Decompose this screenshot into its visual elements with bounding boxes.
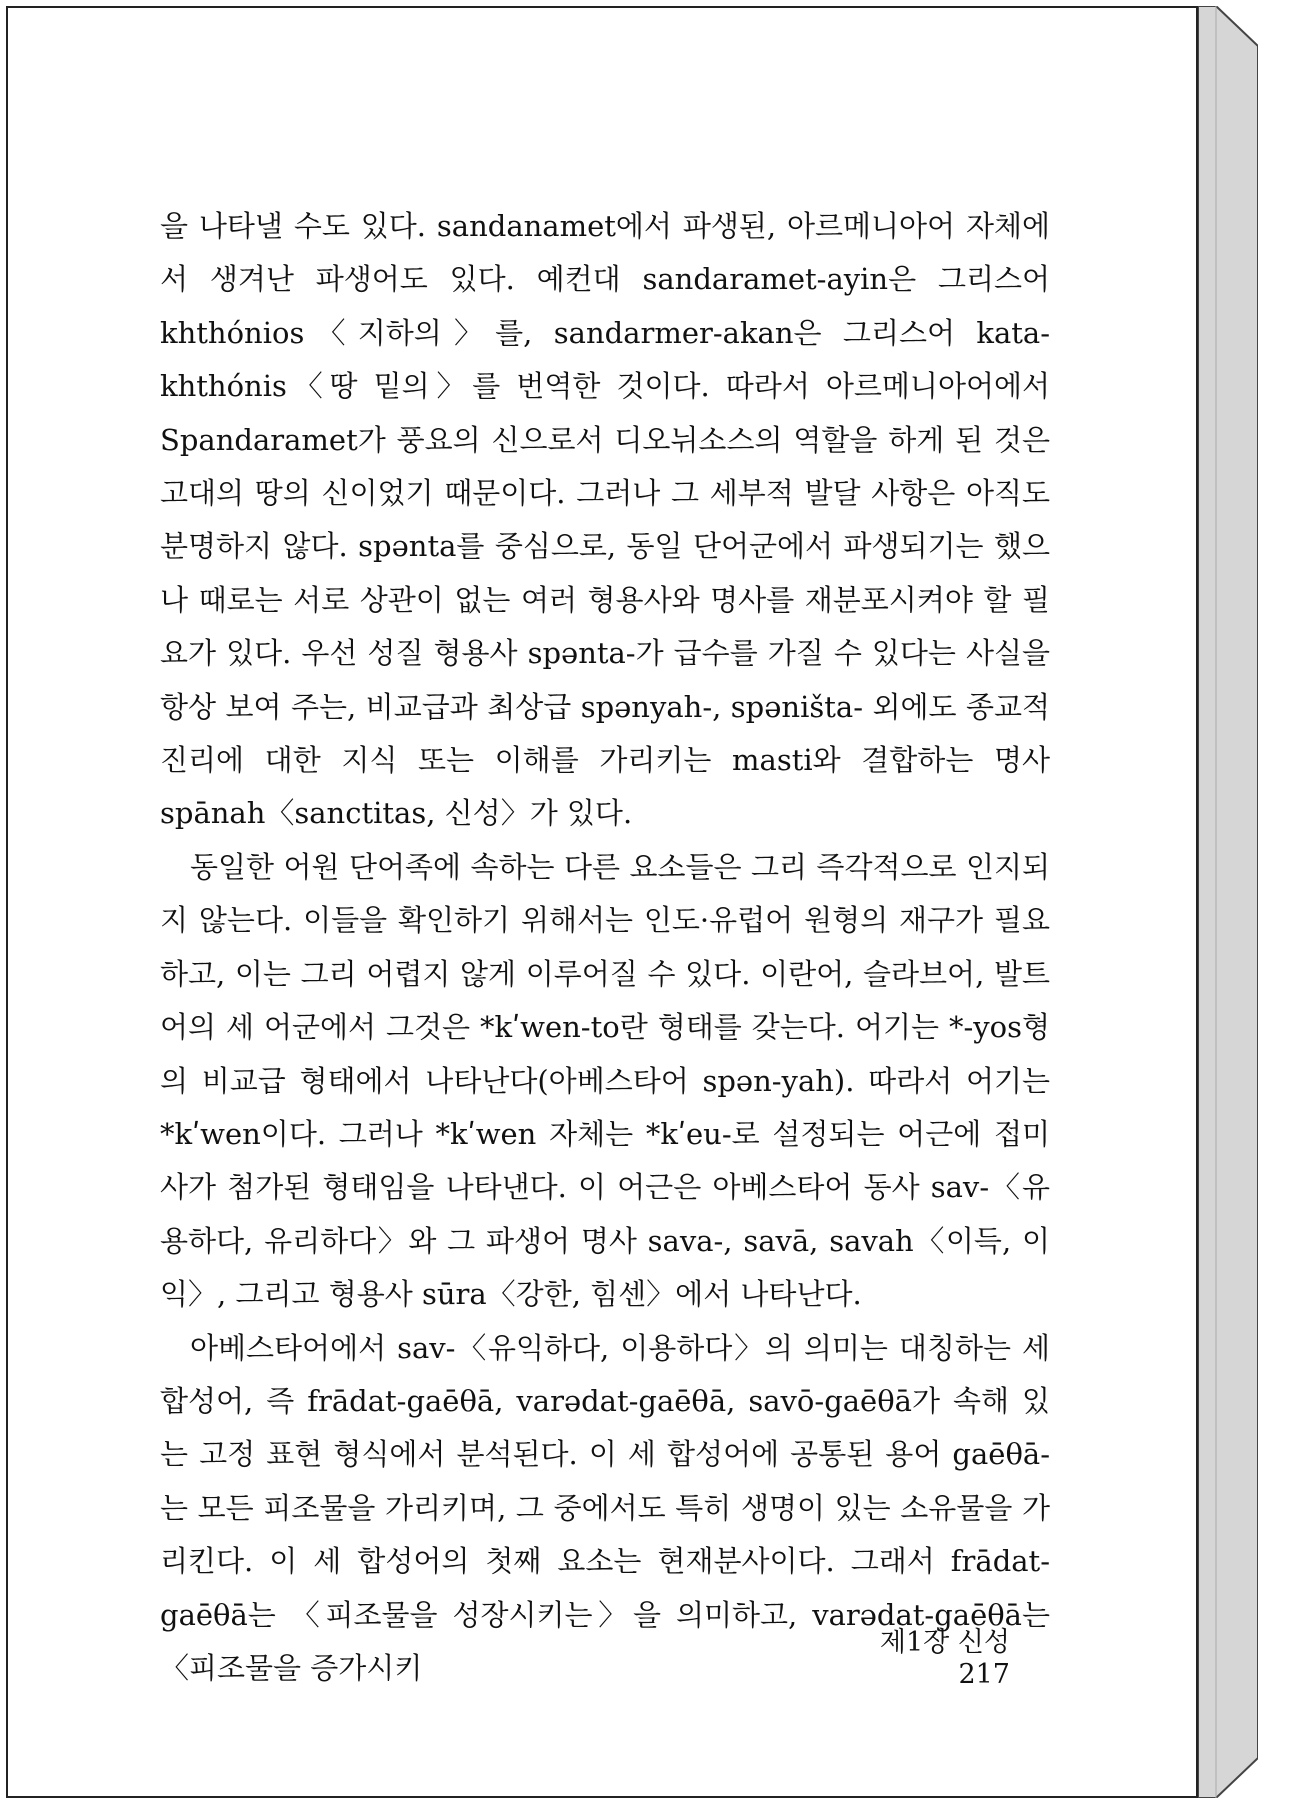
paragraph-3: 아베스타어에서 sav-〈유익하다, 이용하다〉의 의미는 대칭하는 세 합성어, 즉 frādat-gaēθā, varədat-gaēθā, savō-gaēθā가 속해 있는 고정 표현 형식에서 분석된다. 이 세 합성어에 공통된 용어 gaēθā-는 모든 피조물을 가리키며, 그 중에서도 특히 생명이 있는 소유물을 가리킨다. 이 세 합성어의 첫째 요소는 현재분사이다. 그래서 frādat-gaēθā는 〈피조물을 성장시키는〉을 의미하고, varədat-gaēθā는 〈피조물을 증가시키 xyxy=(160,1330,1050,1685)
body-text xyxy=(160,200,1050,1695)
paragraph-1: 을 나타낼 수도 있다. sandanamet에서 파생된, 아르메니아어 자체에서 생겨난 파생어도 있다. 예컨대 sandaramet-ayin은 그리스어 khthónios〈지하의〉를, sandarmer-akan은 그리스어 kata-khthónis〈땅 밑의〉를 번역한 것이다. 따라서 아르메니아어에서 Spandaramet가 풍요의 신으로서 디오뉘소스의 역할을 하게 된 것은 고대의 땅의 신이었기 때문이다. 그러나 그 세부적 발달 사항은 아직도 분명하지 않다. spənta를 중심으로, 동일 단어군에서 파생되기는 했으나 때로는 서로 상관이 없는 여러 형용사와 명사를 재분포시켜야 할 필요가 있다. 우선 성질 형용사 spənta-가 급수를 가질 수 있다는 사실을 항상 보여 주는, 비교급과 최상급 spənyah-, spəništa- 외에도 종교적 진리에 대한 지식 또는 이해를 가리키는 masti와 결합하는 명사 spānah〈sanctitas, 신성〉가 있다. xyxy=(160,209,1050,831)
chapter-title: 제1장 신성 xyxy=(879,1627,1010,1658)
page-footer xyxy=(830,1620,1010,1690)
paragraph-2: 동일한 어원 단어족에 속하는 다른 요소들은 그리 즉각적으로 인지되지 않는다. 이들을 확인하기 위해서는 인도·유럽어 원형의 재구가 필요하고, 이는 그리 어렵지 않게 이루어질 수 있다. 이란어, 슬라브어, 발트어의 세 어군에서 그것은 *kʹwen-to란 형태를 갖는다. 어기는 *-yos형의 비교급 형태에서 나타난다(아베스타어 spən-yah). 따라서 어기는 *kʹwen이다. 그러나 *kʹwen 자체는 *kʹeu-로 설정되는 어근에 접미사가 첨가된 형태임을 나타낸다. 이 어근은 아베스타어 동사 sav-〈유용하다, 유리하다〉와 그 파생어 명사 sava-, savā, savah〈이득, 이익〉, 그리고 형용사 sūra〈강한, 힘센〉에서 나타난다. xyxy=(160,849,1050,1312)
page-stack-edge xyxy=(1198,6,1258,1798)
page-number: 217 xyxy=(958,1659,1010,1690)
